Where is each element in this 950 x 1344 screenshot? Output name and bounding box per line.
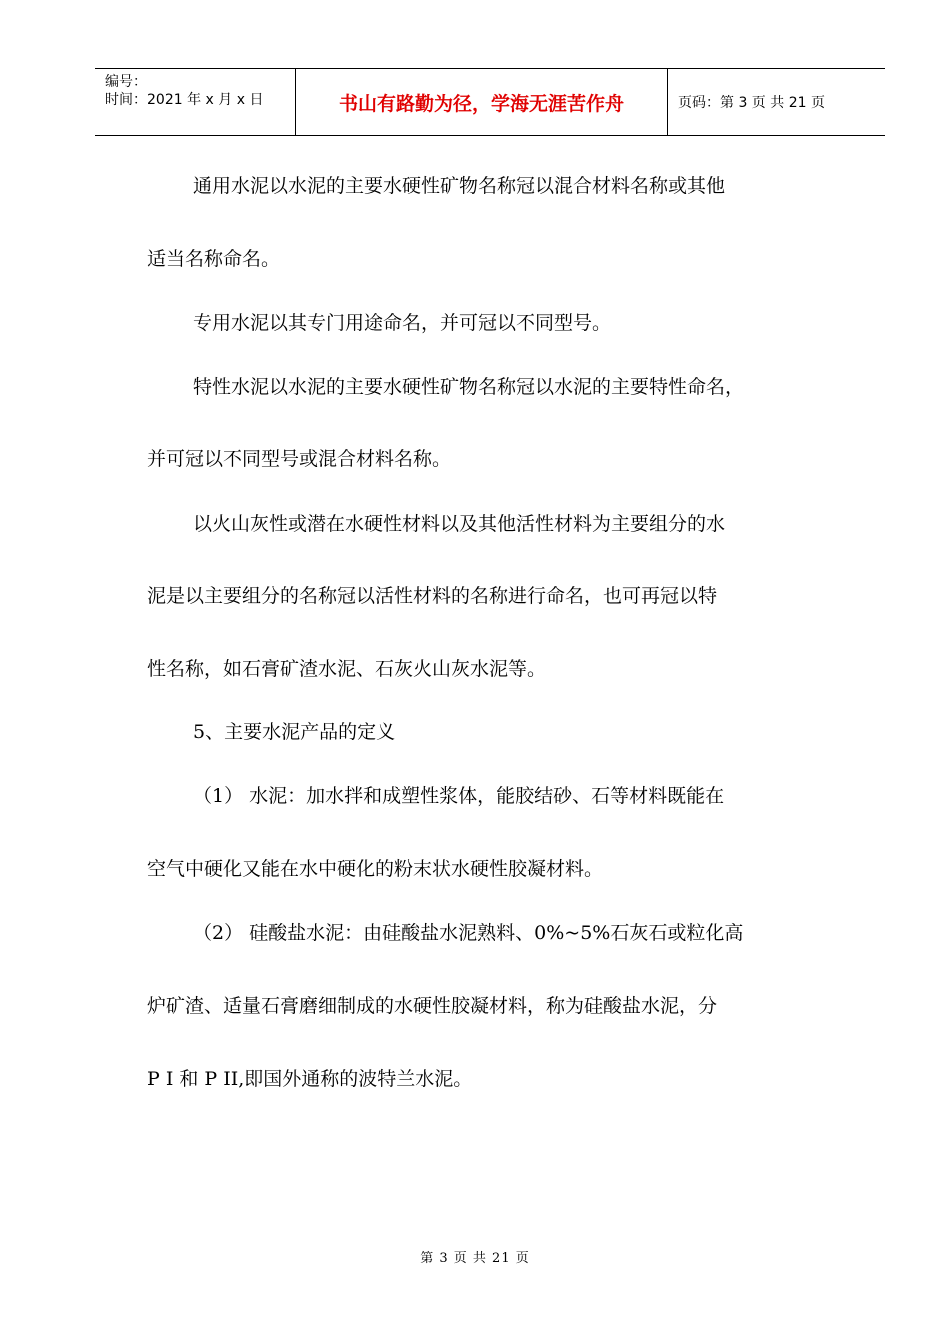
header-meta [95, 69, 296, 135]
body-line: 空气中硬化又能在水中硬化的粉末状水硬性胶凝材料。 [147, 858, 604, 880]
body-line: 通用水泥以水泥的主要水硬性矿物名称冠以混合材料名称或其他 [193, 175, 726, 197]
body-line: 并可冠以不同型号或混合材料名称。 [147, 448, 452, 470]
body-line: 泥是以主要组分的名称冠以活性材料的名称进行命名，也可再冠以特 [147, 585, 718, 607]
header-page-info: 页码：第 3 页 共 21 页 [678, 95, 825, 111]
header-motto: 书山有路勤为径，学海无涯苦作舟 [296, 69, 668, 135]
document-time: 时间：2021 年 x 月 x 日 [105, 92, 264, 108]
body-line: 以火山灰性或潜在水硬性材料以及其他活性材料为主要组分的水 [193, 513, 726, 535]
body-line: P I 和 P II,即国外通称的波特兰水泥。 [147, 1068, 473, 1090]
body-line: （1） 水泥：加水拌和成塑性浆体，能胶结砂、石等材料既能在 [193, 785, 725, 807]
page-footer: 第 3 页 共 21 页 [420, 1251, 530, 1266]
body-line: 特性水泥以水泥的主要水硬性矿物名称冠以水泥的主要特性命名， [193, 376, 745, 398]
document-number: 编号： [105, 74, 147, 90]
body-line: （2） 硅酸盐水泥：由硅酸盐水泥熟料、0%~5%石灰石或粒化高 [193, 922, 744, 944]
body-line: 炉矿渣、适量石膏磨细制成的水硬性胶凝材料，称为硅酸盐水泥，分 [147, 995, 718, 1017]
body-line: 性名称，如石膏矿渣水泥、石灰火山灰水泥等。 [147, 658, 547, 680]
page-header [95, 68, 885, 136]
section-heading: 5、主要水泥产品的定义 [193, 721, 396, 743]
body-line: 专用水泥以其专门用途命名，并可冠以不同型号。 [193, 312, 612, 334]
body-line: 适当名称命名。 [147, 248, 281, 270]
